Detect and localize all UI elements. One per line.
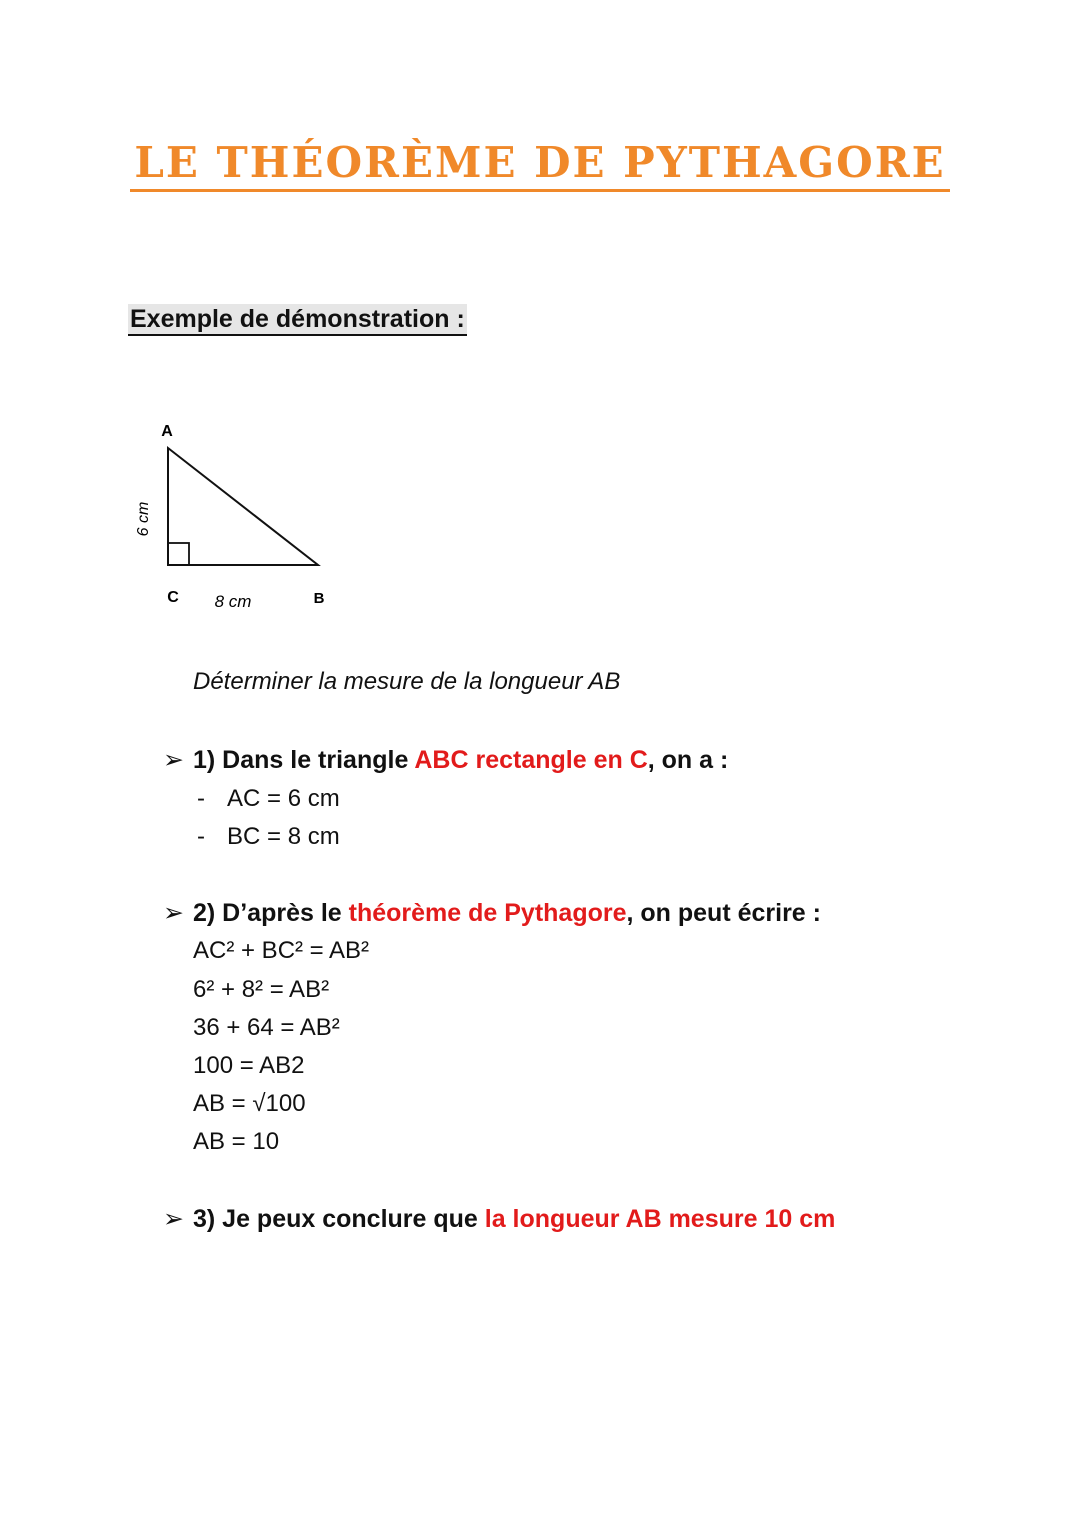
arrow-bullet-icon: ➢ bbox=[163, 1205, 184, 1233]
right-triangle-figure bbox=[120, 410, 360, 620]
page-title-text: LE THÉORÈME DE PYTHAGORE bbox=[130, 138, 949, 192]
equation-line: AB = √100 bbox=[193, 1090, 306, 1117]
list-item bbox=[197, 785, 340, 813]
equation-line: AB = 10 bbox=[193, 1128, 280, 1155]
exercise-prompt: Déterminer la mesure de la longueur AB bbox=[193, 668, 621, 695]
step-3 bbox=[163, 1204, 835, 1234]
step-2-text-after: , on peut écrire : bbox=[626, 899, 821, 927]
arrow-bullet-icon: ➢ bbox=[163, 746, 184, 774]
list-item bbox=[197, 823, 340, 851]
step-1-text-before: 1) Dans le triangle bbox=[193, 746, 415, 774]
equation-line: 6² + 8² = AB² bbox=[193, 976, 330, 1003]
step-1-highlight: ABC rectangle en C bbox=[414, 746, 648, 774]
dash-bullet: - bbox=[197, 785, 205, 812]
vertex-label-a: A bbox=[161, 423, 173, 440]
equation-line: 100 = AB2 bbox=[193, 1052, 305, 1079]
section-heading: Exemple de démonstration : bbox=[128, 304, 467, 336]
side-label-cb: 8 cm bbox=[214, 592, 252, 611]
side-label-ac: 6 cm bbox=[135, 501, 152, 537]
step-1 bbox=[163, 745, 728, 775]
step-2-text-before: 2) D’après le bbox=[193, 899, 349, 927]
bullet-text: AC = 6 cm bbox=[227, 785, 340, 812]
dash-bullet: - bbox=[197, 823, 205, 850]
vertex-label-c: C bbox=[167, 589, 179, 606]
step-2-highlight: théorème de Pythagore bbox=[348, 899, 627, 927]
vertex-label-b: B bbox=[313, 590, 325, 607]
step-2 bbox=[163, 898, 821, 928]
page-title bbox=[0, 138, 1080, 187]
equation-line: AC² + BC² = AB² bbox=[193, 937, 370, 964]
right-angle-marker bbox=[168, 543, 189, 565]
bullet-text: BC = 8 cm bbox=[227, 823, 340, 850]
step-3-highlight: la longueur AB mesure 10 cm bbox=[484, 1205, 836, 1233]
equation-line: 36 + 64 = AB² bbox=[193, 1014, 340, 1041]
step-1-text-after: , on a : bbox=[647, 746, 729, 774]
triangle-shape bbox=[168, 448, 318, 565]
step-3-text-before: 3) Je peux conclure que bbox=[193, 1205, 485, 1233]
arrow-bullet-icon: ➢ bbox=[163, 899, 184, 927]
